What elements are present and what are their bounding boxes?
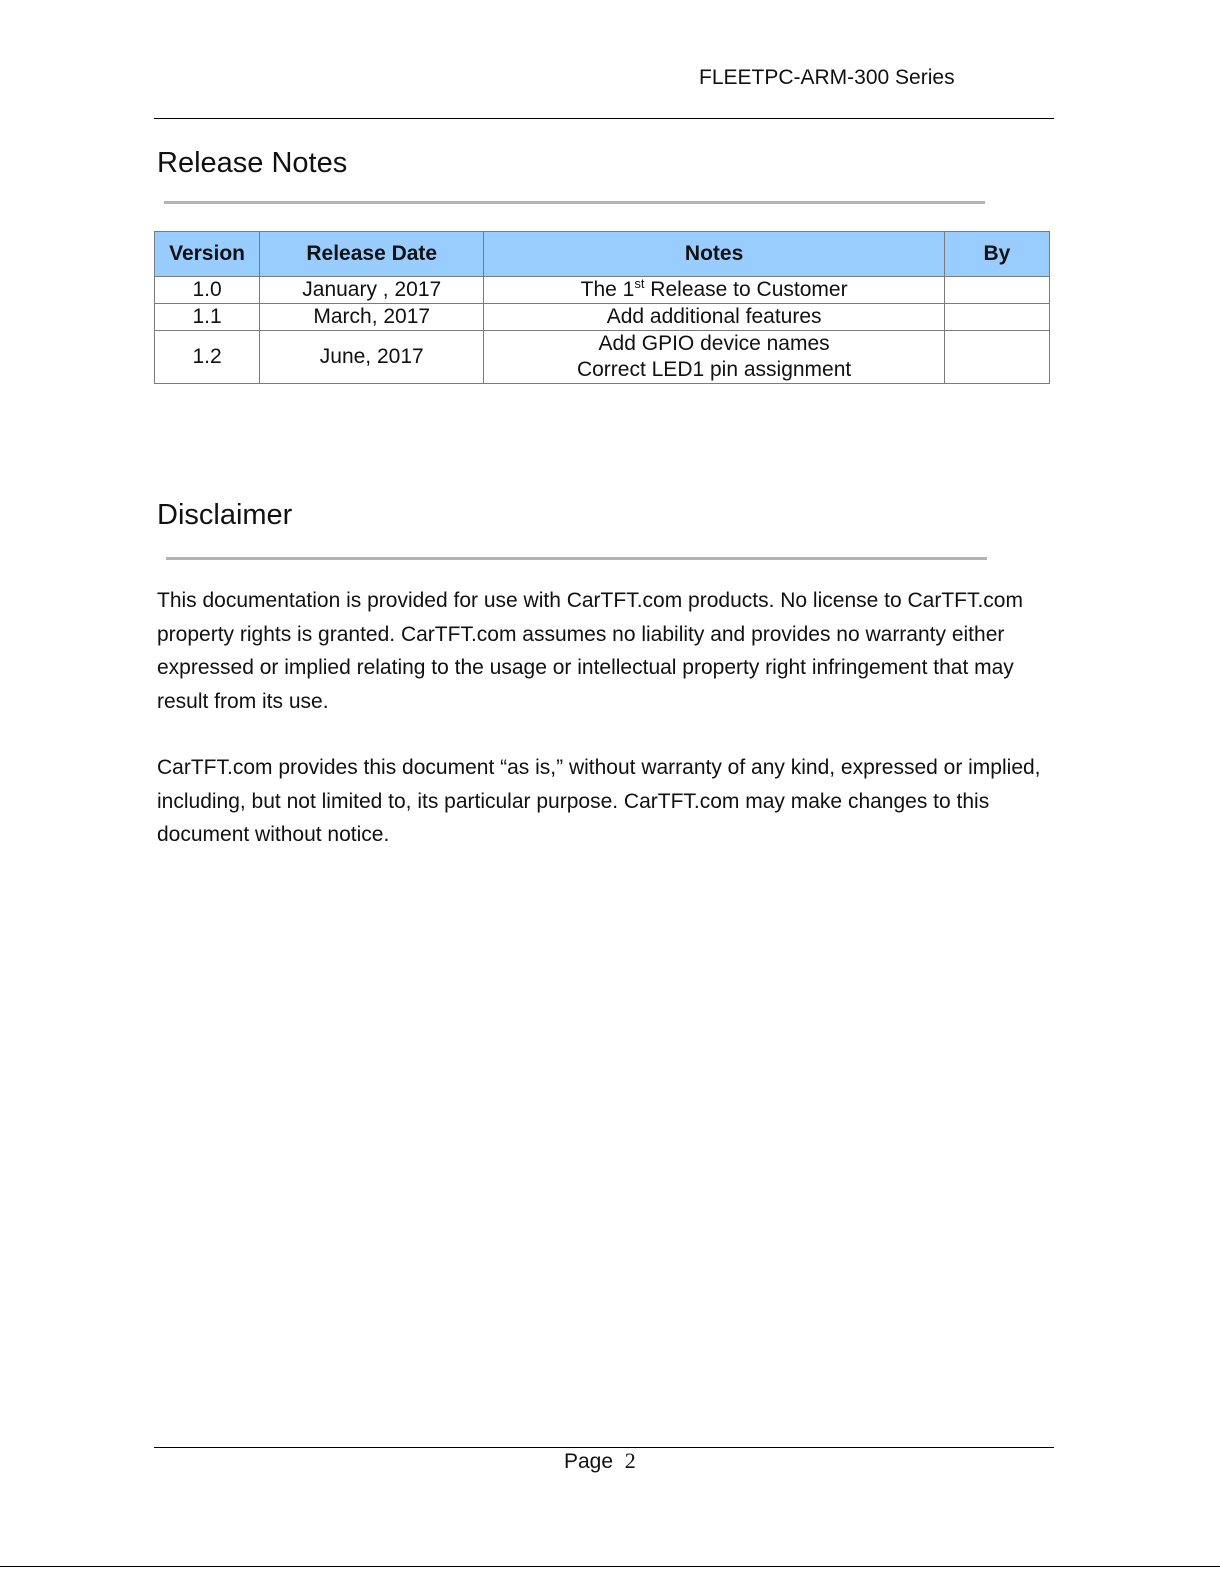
notes-cell — [484, 277, 945, 304]
document-header-title: FLEETPC-ARM-300 Series — [699, 66, 955, 89]
disclaimer-heading: Disclaimer — [157, 499, 293, 531]
column-header-notes: Notes — [484, 232, 945, 277]
page-bottom-edge — [0, 1566, 1220, 1567]
page-label: Page — [564, 1450, 614, 1473]
table-row — [155, 277, 1050, 304]
disclaimer-divider — [166, 557, 987, 560]
by-cell — [944, 331, 1049, 384]
notes-cell: Add additional features — [484, 304, 945, 331]
column-header-by: By — [944, 232, 1049, 277]
version-cell: 1.2 — [155, 331, 260, 384]
note-line: Correct LED1 pin assignment — [576, 358, 852, 381]
table-row — [155, 304, 1050, 331]
note-text: Release to Customer — [644, 278, 848, 301]
note-text: The 1 — [580, 278, 635, 301]
note-line: Add GPIO device names — [598, 332, 830, 355]
ordinal-suffix: st — [634, 276, 645, 291]
table-header-row — [155, 232, 1050, 277]
release-date-cell: June, 2017 — [260, 331, 484, 384]
release-date-cell: January , 2017 — [260, 277, 484, 304]
by-cell — [944, 304, 1049, 331]
version-cell: 1.0 — [155, 277, 260, 304]
column-header-version: Version — [155, 232, 260, 277]
release-notes-heading: Release Notes — [157, 147, 348, 179]
disclaimer-paragraph-2: CarTFT.com provides this document “as is,” without warranty of any kind, expressed or implied, including, but not limited to, its particular purpose. CarTFT.com may make changes to this document without notice. — [157, 756, 1041, 846]
header-divider — [154, 118, 1054, 119]
version-cell: 1.1 — [155, 304, 260, 331]
disclaimer-paragraph-1: This documentation is provided for use with CarTFT.com products. No license to CarTFT.com property rights is granted. CarTFT.com assumes no liability and provides no warranty either expressed or implied relating to the usage or intellectual property right infringement that may result from its use. — [157, 589, 1023, 713]
page-number-footer — [564, 1448, 636, 1474]
release-date-cell: March, 2017 — [260, 304, 484, 331]
release-notes-divider — [164, 201, 985, 204]
page-number: 2 — [624, 1448, 636, 1473]
notes-cell — [484, 331, 945, 384]
by-cell — [944, 277, 1049, 304]
release-notes-table — [154, 231, 1050, 384]
table-row — [155, 331, 1050, 384]
column-header-release-date: Release Date — [260, 232, 484, 277]
